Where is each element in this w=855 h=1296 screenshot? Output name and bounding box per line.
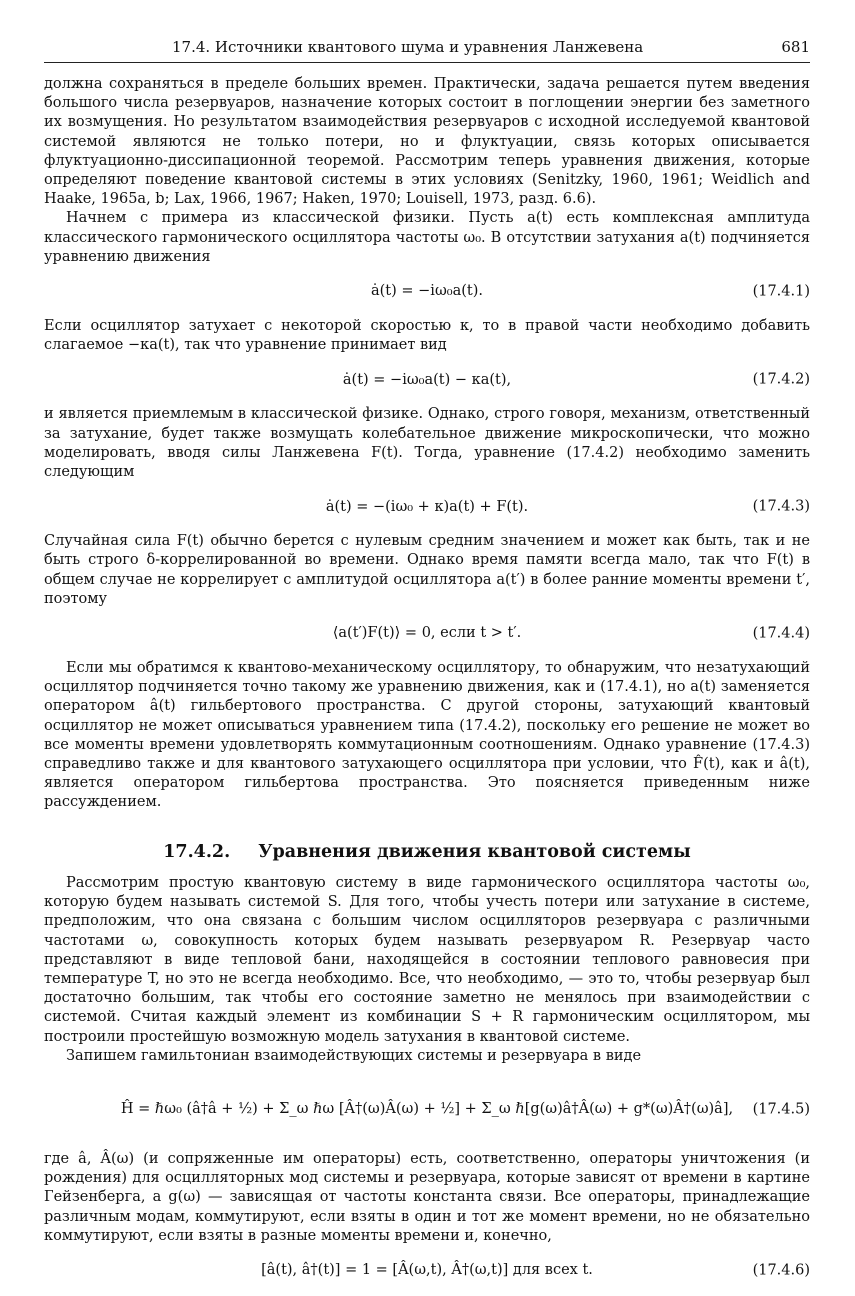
page-body <box>44 75 810 1282</box>
equation <box>44 369 810 391</box>
running-title: 17.4. Источники квантового шума и уравнения Ланжевена <box>172 38 644 56</box>
equation-expression: Ĥ = ℏω₀ (â†â + ½) + Σ_ω ℏω [Â†(ω)Â(ω) + ½] + Σ_ω ℏ[g(ω)â†Â(ω) + g*(ω)Â†(ω)â], <box>120 1101 734 1118</box>
equation <box>44 1260 810 1282</box>
section-number: 17.4.2. <box>163 841 231 862</box>
section-heading <box>44 843 810 862</box>
running-header <box>44 38 810 63</box>
paragraph: Начнем с примера из классической физики. Пусть a(t) есть комплексная амплитуда классического гармонического осциллятора частоты ω₀. В отсутствии затухания a(t) подчиняется уравнению движения <box>44 210 810 265</box>
paragraph: Если осциллятор затухает с некоторой скоростью κ, то в правой части необходимо добавить слагаемое −κa(t), так что уравнение принимает вид <box>44 318 810 354</box>
equation <box>44 1084 810 1136</box>
equation-number: (17.4.1) <box>752 283 810 300</box>
paragraph: должна сохраняться в пределе больших времен. Практически, задача решается путем введения большого числа резервуаров, назначение которых состоит в поглощении энергии без заметного их возмущения. Но результатом взаимодействия резервуаров с исходной исследуемой квантовой системой являются не только потери, но и флуктуации, связь которых описывается флуктуационно-диссипационной теоремой. Рассмотрим теперь уравнения движения, которые определяют поведение квантовой системы в этих условиях (Senitzky, 1960, 1961; Weidlich and Haake, 1965a, b; Lax, 1966, 1967; Haken, 1970; Louisell, 1973, разд. 6.6). <box>44 76 810 208</box>
equation <box>44 623 810 645</box>
section-title: Уравнения движения квантовой системы <box>258 841 691 862</box>
paragraph: Рассмотрим простую квантовую систему в виде гармонического осциллятора частоты ω₀, которую будем называть системой S. Для того, чтобы учесть потери или затухание в системе, предположим, что она связана с большим числом осцилляторов резервуара с различными частотами ω, совокупность которых будем называть резервуаром R. Резервуар часто представляют в виде тепловой бани, находящейся в состоянии теплового равновесия при температуре T, но это не всегда необходимо. Все, что необходимо, — это то, чтобы резервуар был достаточно большим, так чтобы его состояние заметно не менялось при взаимодействии с системой. Считая каждый элемент из комбинации S + R гармоническим осциллятором, мы построили простейшую возможную модель затухания в квантовой системе. <box>44 874 810 1045</box>
paragraph: Случайная сила F(t) обычно берется с нулевым средним значением и может как быть, так и не быть строго δ-коррелированной во времени. Однако время памяти всегда мало, так что F(t) в общем случае не коррелирует с амплитудой осциллятора a(t′) в более ранние моменты времени t′, поэтому <box>44 533 810 607</box>
equation <box>44 496 810 518</box>
equation-expression: ȧ(t) = −iω₀a(t). <box>371 283 483 300</box>
equation-number: (17.4.5) <box>752 1101 810 1118</box>
page <box>44 38 810 1296</box>
equation-expression: ȧ(t) = −iω₀a(t) − κa(t), <box>342 371 512 388</box>
paragraph: Если мы обратимся к квантово-механическому осциллятору, то обнаружим, что незатухающий осциллятор подчиняется точно такому же уравнению движения, как и (17.4.1), но a(t) заменяется оператором â(t) гильбертового пространства. С другой стороны, затухающий квантовый осциллятор не может описываться уравнением типа (17.4.2), поскольку его решение не может во все моменты времени удовлетворять коммутационным соотношениям. Однако уравнение (17.4.3) справедливо также и для квантового затухающего осциллятора при условии, что F̂(t), как и â(t), является оператором гильбертова пространства. Это поясняется приведенным ниже рассуждением. <box>44 660 810 811</box>
page-number: 681 <box>781 38 810 56</box>
paragraph: и является приемлемым в классической физике. Однако, строго говоря, механизм, ответственный за затухание, будет также возмущать колебательное движение микроскопически, что можно моделировать, вводя силы Ланжевена F(t). Тогда, уравнение (17.4.2) необходимо заменить следующим <box>44 406 810 481</box>
equation-number: (17.4.4) <box>752 625 810 642</box>
equation-expression: [â(t), â†(t)] = 1 = [Â(ω,t), Â†(ω,t)] для всех t. <box>261 1262 593 1279</box>
equation <box>44 281 810 303</box>
paragraph: где â, Â(ω) (и сопряженные им операторы) есть, соответственно, операторы уничтожения (и рождения) для осцилляторных мод системы и резервуара, которые зависят от времени в картине Гейзенберга, а g(ω) — зависящая от частоты константа связи. Все операторы, принадлежащие различным модам, коммутируют, если взяты в один и тот же момент времени, но не обязательно коммутируют, если взяты в разные моменты времени и, конечно, <box>44 1150 810 1244</box>
paragraph: Запишем гамильтониан взаимодействующих системы и резервуара в виде <box>66 1047 642 1064</box>
equation-number: (17.4.2) <box>752 371 810 388</box>
equation-number: (17.4.6) <box>752 1262 810 1279</box>
equation-number: (17.4.3) <box>752 498 810 515</box>
equation-expression: ⟨a(t′)F(t)⟩ = 0, если t > t′. <box>332 625 522 642</box>
equation-expression: ȧ(t) = −(iω₀ + κ)a(t) + F(t). <box>325 498 529 515</box>
